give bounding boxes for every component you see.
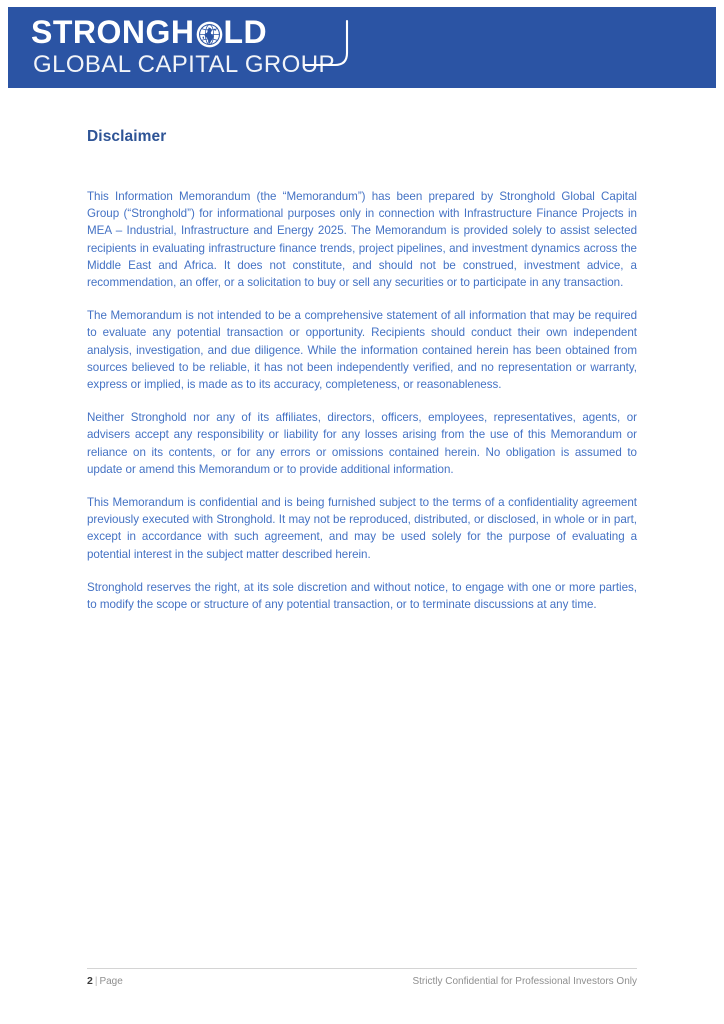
disclaimer-paragraph-5: Stronghold reserves the right, at its sole discretion and without notice, to engage with one or more parties, to modify the scope or structure of any potential transaction, or to terminate discussions at any time. [87, 580, 637, 612]
footer-confidentiality-notice: Strictly Confidential for Professional Investors Only [412, 976, 637, 987]
logo-text-before-globe: STRONGH [31, 14, 195, 50]
disclaimer-paragraph-3: Neither Stronghold nor any of its affiliates, directors, officers, employees, representatives, agents, or advisers accept any responsibility or liability for any losses arising from the use of this Memorandum or reliance on its contents, or for any errors or omissions contained herein. No obligation is assumed to update or amend this Memorandum or to provide additional information. [87, 411, 637, 476]
footer-divider [87, 968, 637, 969]
logo-wordmark-secondary: GLOBAL CAPITAL GROUP [33, 51, 335, 78]
footer-page-label: Page [99, 976, 123, 987]
logo-wordmark-primary [31, 15, 267, 49]
page-footer [87, 968, 637, 987]
document-content [87, 128, 637, 613]
disclaimer-paragraph-1: This Information Memorandum (the “Memorandum”) has been prepared by Stronghold Global Capital Group (“Stronghold”) for informational purposes only in connection with Infrastructure Finance Projects in MEA – Industrial, Infrastructure and Energy 2025. The Memorandum is provided solely to assist selected recipients in evaluating infrastructure finance trends, project pipelines, and investment dynamics across the Middle East and Africa. It does not constitute, and should not be construed, investment advice, a recommendation, an offer, or a solicitation to buy or sell any securities or to participate in any transaction. [87, 190, 637, 290]
globe-icon [196, 20, 223, 47]
footer-page-indicator [87, 975, 123, 987]
disclaimer-paragraph-4: This Memorandum is confidential and is being furnished subject to the terms of a confidentiality agreement previously executed with Stronghold. It may not be reproduced, distributed, or disclosed, in whole or in part, except in accordance with such agreement, and may be used solely for the purpose of evaluating a potential interest in the subject matter described herein. [87, 496, 637, 561]
header-banner [8, 7, 716, 88]
footer-separator: | [94, 976, 98, 987]
page-title: Disclaimer [87, 128, 167, 145]
footer-page-number: 2 [87, 975, 93, 987]
disclaimer-paragraph-2: The Memorandum is not intended to be a comprehensive statement of all information that may be required to evaluate any potential transaction or opportunity. Recipients should conduct their own independent analysis, investigation, and due diligence. While the information contained herein has been obtained from sources believed to be reliable, it has not been independently verified, and no representation or warranty, express or implied, is made as to its accuracy, completeness, or reasonableness. [87, 309, 637, 392]
logo-text-after-globe: LD [223, 14, 268, 50]
company-logo [31, 15, 361, 81]
